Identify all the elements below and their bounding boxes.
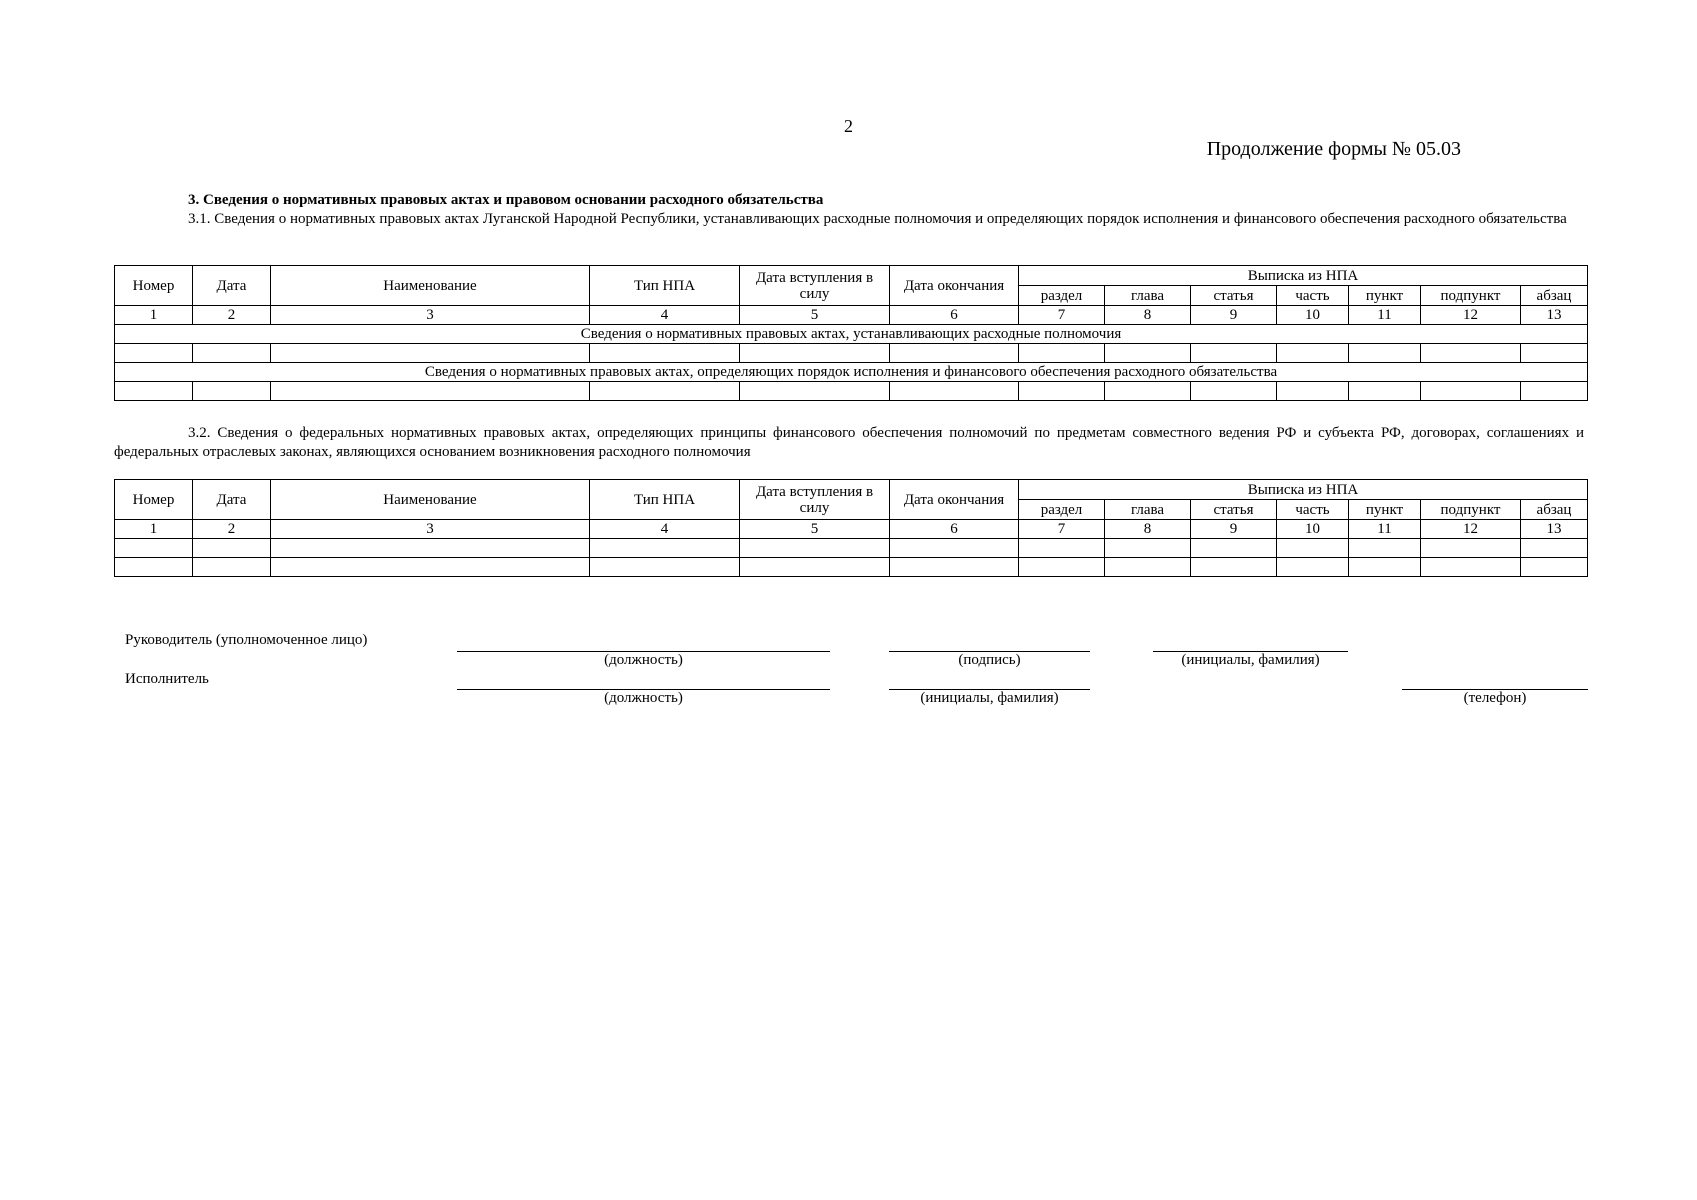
empty-cell[interactable] [1191, 382, 1277, 401]
empty-cell[interactable] [890, 539, 1019, 558]
executor-label: Исполнитель [125, 671, 209, 687]
col-naimenovanie: Наименование [271, 266, 590, 306]
num-cell: 5 [740, 520, 890, 539]
empty-cell[interactable] [271, 344, 590, 363]
paragraph-3-1: 3.1. Сведения о нормативных правовых актах Луганской Народной Республики, устанавливающих расходные полномочия и определяющих порядок исполнения и финансового обеспечения расходного обязательства [188, 211, 1567, 227]
empty-cell[interactable] [1019, 382, 1105, 401]
num-cell: 10 [1277, 520, 1349, 539]
col-chast: часть [1277, 286, 1349, 306]
col-abzac: абзац [1521, 500, 1588, 520]
head-signature-caption: (подпись) [958, 652, 1021, 668]
col-nomer: Номер [115, 480, 193, 520]
executor-position-caption: (должность) [604, 690, 683, 706]
num-cell: 1 [115, 306, 193, 325]
num-cell: 11 [1349, 306, 1421, 325]
empty-cell[interactable] [1277, 344, 1349, 363]
group-label-polnomochiya: Сведения о нормативных правовых актах, устанавливающих расходные полномочия [115, 325, 1588, 344]
group-label-poryadok: Сведения о нормативных правовых актах, определяющих порядок исполнения и финансового обеспечения расходного обязательства [115, 363, 1588, 382]
col-podpunkt: подпункт [1421, 286, 1521, 306]
num-cell: 9 [1191, 520, 1277, 539]
table-row [115, 344, 1588, 363]
numbering-row [115, 520, 1588, 539]
col-nomer: Номер [115, 266, 193, 306]
empty-cell[interactable] [1521, 382, 1588, 401]
executor-phone-caption: (телефон) [1463, 690, 1527, 706]
npa-table-federal [114, 479, 1588, 577]
empty-cell[interactable] [1421, 558, 1521, 577]
empty-cell[interactable] [740, 558, 890, 577]
table-row [115, 558, 1588, 577]
empty-cell[interactable] [1421, 344, 1521, 363]
empty-cell[interactable] [1277, 558, 1349, 577]
num-cell: 12 [1421, 520, 1521, 539]
head-name-caption: (инициалы, фамилия) [1181, 652, 1320, 668]
empty-cell[interactable] [890, 558, 1019, 577]
empty-cell[interactable] [890, 344, 1019, 363]
empty-cell[interactable] [1521, 558, 1588, 577]
empty-cell[interactable] [1105, 558, 1191, 577]
col-punkt: пункт [1349, 286, 1421, 306]
col-data-okonchaniya: Дата окончания [890, 266, 1019, 306]
num-cell: 7 [1019, 520, 1105, 539]
empty-cell[interactable] [1191, 558, 1277, 577]
empty-cell[interactable] [1019, 558, 1105, 577]
col-data-okonchaniya: Дата окончания [890, 480, 1019, 520]
col-data-vstupleniya: Дата вступления в силу [740, 480, 890, 520]
col-razdel: раздел [1019, 286, 1105, 306]
empty-cell[interactable] [590, 558, 740, 577]
table-row [115, 539, 1588, 558]
empty-cell[interactable] [590, 539, 740, 558]
header-row [115, 480, 1588, 500]
group-row [115, 363, 1588, 382]
num-cell: 11 [1349, 520, 1421, 539]
col-tip-npa: Тип НПА [590, 480, 740, 520]
empty-cell[interactable] [1421, 539, 1521, 558]
num-cell: 8 [1105, 306, 1191, 325]
empty-cell[interactable] [740, 344, 890, 363]
empty-cell[interactable] [193, 558, 271, 577]
head-label: Руководитель (уполномоченное лицо) [125, 632, 368, 648]
empty-cell[interactable] [590, 382, 740, 401]
col-podpunkt: подпункт [1421, 500, 1521, 520]
col-punkt: пункт [1349, 500, 1421, 520]
num-cell: 8 [1105, 520, 1191, 539]
col-statya: статья [1191, 500, 1277, 520]
num-cell: 4 [590, 520, 740, 539]
empty-cell[interactable] [1349, 558, 1421, 577]
num-cell: 3 [271, 306, 590, 325]
num-cell: 5 [740, 306, 890, 325]
empty-cell[interactable] [1349, 382, 1421, 401]
num-cell: 3 [271, 520, 590, 539]
empty-cell[interactable] [271, 382, 590, 401]
page-number: 2 [844, 116, 853, 136]
empty-cell[interactable] [1521, 539, 1588, 558]
empty-cell[interactable] [1105, 344, 1191, 363]
num-cell: 7 [1019, 306, 1105, 325]
col-naimenovanie: Наименование [271, 480, 590, 520]
empty-cell[interactable] [890, 382, 1019, 401]
empty-cell[interactable] [115, 558, 193, 577]
empty-cell[interactable] [1521, 344, 1588, 363]
col-glava: глава [1105, 500, 1191, 520]
paragraph-3-2: 3.2. Сведения о федеральных нормативных правовых актах, определяющих принципы финансового обеспечения полномочий по предметам совместного ведения РФ и субъекта РФ, договорах, соглашениях и федеральных отраслевых законах, являющихся основанием возникновения расходного полномочия [114, 425, 1584, 460]
col-data: Дата [193, 266, 271, 306]
empty-cell[interactable] [1349, 344, 1421, 363]
col-vypiska: Выписка из НПА [1019, 480, 1588, 500]
empty-cell[interactable] [1105, 539, 1191, 558]
col-data: Дата [193, 480, 271, 520]
num-cell: 2 [193, 520, 271, 539]
col-glava: глава [1105, 286, 1191, 306]
num-cell: 2 [193, 306, 271, 325]
num-cell: 9 [1191, 306, 1277, 325]
empty-cell[interactable] [1191, 344, 1277, 363]
col-data-vstupleniya: Дата вступления в силу [740, 266, 890, 306]
num-cell: 10 [1277, 306, 1349, 325]
empty-cell[interactable] [1019, 539, 1105, 558]
empty-cell[interactable] [115, 382, 193, 401]
col-abzac: абзац [1521, 286, 1588, 306]
empty-cell[interactable] [193, 382, 271, 401]
num-cell: 4 [590, 306, 740, 325]
empty-cell[interactable] [740, 382, 890, 401]
numbering-row [115, 306, 1588, 325]
col-razdel: раздел [1019, 500, 1105, 520]
num-cell: 12 [1421, 306, 1521, 325]
num-cell: 13 [1521, 306, 1588, 325]
empty-cell[interactable] [271, 558, 590, 577]
num-cell: 6 [890, 306, 1019, 325]
empty-cell[interactable] [193, 344, 271, 363]
table-row [115, 382, 1588, 401]
group-row [115, 325, 1588, 344]
empty-cell[interactable] [1105, 382, 1191, 401]
empty-cell[interactable] [1277, 382, 1349, 401]
empty-cell[interactable] [193, 539, 271, 558]
npa-table-regional [114, 265, 1588, 401]
section-title: 3. Сведения о нормативных правовых актах и правовом основании расходного обязательства [188, 192, 824, 208]
executor-name-caption: (инициалы, фамилия) [920, 690, 1059, 706]
num-cell: 13 [1521, 520, 1588, 539]
empty-cell[interactable] [1277, 539, 1349, 558]
num-cell: 1 [115, 520, 193, 539]
empty-cell[interactable] [740, 539, 890, 558]
num-cell: 6 [890, 520, 1019, 539]
empty-cell[interactable] [1349, 539, 1421, 558]
col-chast: часть [1277, 500, 1349, 520]
empty-cell[interactable] [271, 539, 590, 558]
form-continuation: Продолжение формы № 05.03 [1206, 138, 1461, 160]
empty-cell[interactable] [1191, 539, 1277, 558]
empty-cell[interactable] [115, 344, 193, 363]
empty-cell[interactable] [1019, 344, 1105, 363]
head-position-caption: (должность) [604, 652, 683, 668]
empty-cell[interactable] [590, 344, 740, 363]
empty-cell[interactable] [1421, 382, 1521, 401]
empty-cell[interactable] [115, 539, 193, 558]
col-statya: статья [1191, 286, 1277, 306]
col-tip-npa: Тип НПА [590, 266, 740, 306]
header-row [115, 266, 1588, 286]
col-vypiska: Выписка из НПА [1019, 266, 1588, 286]
